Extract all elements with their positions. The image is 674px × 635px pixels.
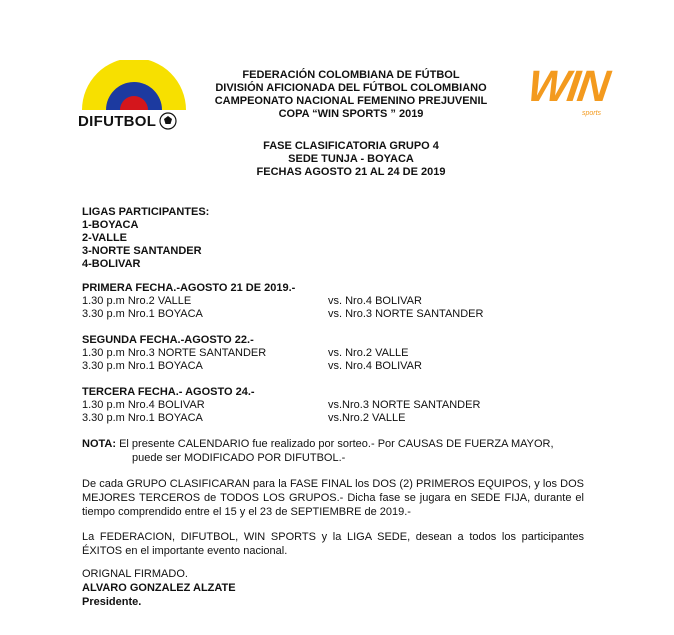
liga-item: 3-NORTE SANTANDER [82,245,202,257]
match-home: 3.30 p.m Nro.1 BOYACA [82,412,203,424]
nota-text-2: puede ser MODIFICADO POR DIFUTBOL.- [132,452,346,464]
difutbol-logo [76,60,192,134]
header-line-campeonato: CAMPEONATO NACIONAL FEMENINO PREJUVENIL [214,95,488,107]
match-away: vs. Nro.4 BOLIVAR [328,360,422,372]
header-line-federacion: FEDERACIÓN COLOMBIANA DE FÚTBOL [242,69,460,81]
document-header [186,69,516,121]
win-logo-text: WIN [524,62,612,111]
signature-role: Presidente. [82,596,142,608]
signature-name: ALVARO GONZALEZ ALZATE [82,582,236,594]
header-line-copa: COPA “WIN SPORTS ” 2019 [278,108,424,120]
nota-label: NOTA: [82,438,117,450]
match-home: 3.30 p.m Nro.1 BOYACA [82,308,203,320]
document-subheader [186,140,516,179]
fecha-title: PRIMERA FECHA.-AGOSTO 21 DE 2019.- [82,282,296,294]
fecha-title: SEGUNDA FECHA.-AGOSTO 22.- [82,334,254,346]
header-line-division: DIVISIÓN AFICIONADA DEL FÚTBOL COLOMBIANO [215,82,487,94]
match-row [82,412,602,425]
signature-original: ORIGNAL FIRMADO. [82,568,188,580]
segunda-fecha [82,334,602,373]
liga-item: 1-BOYACA [82,219,139,231]
match-away: vs. Nro.2 VALLE [328,347,409,359]
match-home: 1.30 p.m Nro.3 NORTE SANTANDER [82,347,267,359]
match-away: vs.Nro.2 VALLE [328,412,406,424]
sports-logo-text: sports [582,110,602,117]
primera-fecha [82,282,602,321]
fecha-title: TERCERA FECHA.- AGOSTO 24.- [82,386,255,398]
match-away: vs. Nro.4 BOLIVAR [328,295,422,307]
match-row [82,360,602,373]
match-home: 1.30 p.m Nro.2 VALLE [82,295,192,307]
subheader-fase: FASE CLASIFICATORIA GRUPO 4 [263,140,439,152]
match-row [82,295,602,308]
match-home: 3.30 p.m Nro.1 BOYACA [82,360,203,372]
match-row [82,399,602,412]
subheader-sede: SEDE TUNJA - BOYACA [288,153,414,165]
nota-text-1: El presente CALENDARIO fue realizado por sorteo.- Por CAUSAS DE FUERZA MAYOR, [116,438,554,450]
win-sports-logo [524,60,624,126]
match-home: 1.30 p.m Nro.4 BOLIVAR [82,399,205,411]
ligas-title: LIGAS PARTICIPANTES: [82,206,210,218]
saludo-paragraph: La FEDERACION, DIFUTBOL, WIN SPORTS y la LIGA SEDE, desean a todos los participantes ÉXITOS en el importante evento nacional. [82,531,584,557]
match-row [82,308,602,321]
liga-item: 4-BOLIVAR [82,258,141,270]
clasificacion-paragraph: De cada GRUPO CLASIFICARAN para la FASE FINAL los DOS (2) PRIMEROS EQUIPOS, y los DOS MEJORES TERCEROS de TODOS LOS GRUPOS.- Dicha fase se jugara en SEDE FIJA, durante el tiempo comprendido entre el 15 y el 23 de SEPTIEMBRE de 2019.- [82,478,584,518]
nota-paragraph [82,437,584,465]
match-row [82,347,602,360]
subheader-fechas: FECHAS AGOSTO 21 AL 24 DE 2019 [256,166,446,178]
liga-item: 2-VALLE [82,232,128,244]
match-away: vs.Nro.3 NORTE SANTANDER [328,399,481,411]
tercera-fecha [82,386,602,425]
ligas-participantes [82,206,209,271]
match-away: vs. Nro.3 NORTE SANTANDER [328,308,484,320]
signature-block [82,567,236,609]
difutbol-logo-text: DIFUTBOL [78,113,157,130]
